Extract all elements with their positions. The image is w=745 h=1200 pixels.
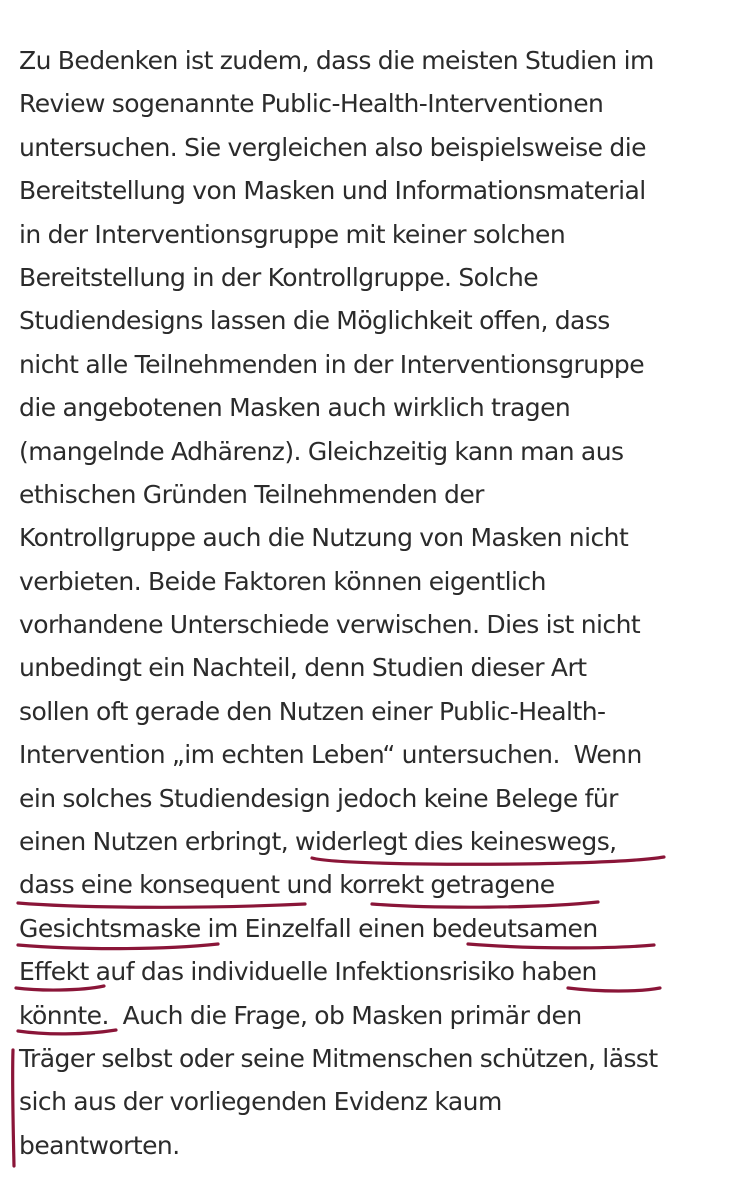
text-line: Review sogenannte Public-Health-Interventionen bbox=[19, 89, 604, 119]
text-line: Bereitstellung von Masken und Informationsmaterial bbox=[19, 176, 646, 206]
text-line: Gesichtsmaske im Einzelfall einen bedeutsamen bbox=[19, 913, 598, 943]
margin-bar-mark bbox=[13, 1050, 14, 1166]
text-line: einen Nutzen erbringt, widerlegt dies keineswegs, bbox=[19, 827, 617, 857]
text-line: dass eine konsequent und korrekt getragene bbox=[19, 870, 555, 900]
text-line: ein solches Studiendesign jedoch keine Belege für bbox=[19, 783, 618, 813]
text-line: Studiendesigns lassen die Möglichkeit offen, dass bbox=[19, 306, 610, 336]
text-line: (mangelnde Adhärenz). Gleichzeitig kann man aus bbox=[19, 436, 624, 466]
text-line: unbedingt ein Nachteil, denn Studien dieser Art bbox=[19, 653, 587, 683]
text-line: Zu Bedenken ist zudem, dass die meisten Studien im bbox=[19, 46, 654, 75]
text-line: Kontrollgruppe auch die Nutzung von Masken nicht bbox=[19, 523, 629, 553]
text-line: die angebotenen Masken auch wirklich tragen bbox=[19, 393, 571, 423]
text-line: in der Interventionsgruppe mit keiner solchen bbox=[19, 219, 566, 249]
text-line: sollen oft gerade den Nutzen einer Public-Health- bbox=[19, 696, 606, 726]
text-line: Intervention „im echten Leben“ untersuchen. Wenn bbox=[19, 740, 642, 770]
text-line: sich aus der vorliegenden Evidenz kaum bbox=[19, 1087, 502, 1117]
article-paragraph bbox=[19, 39, 739, 1167]
text-line: beantworten. bbox=[19, 1130, 180, 1160]
text-line: Effekt auf das individuelle Infektionsrisiko haben bbox=[19, 957, 597, 987]
text-line: verbieten. Beide Faktoren können eigentlich bbox=[19, 566, 546, 596]
text-line: untersuchen. Sie vergleichen also beispielsweise die bbox=[19, 132, 646, 162]
text-line: nicht alle Teilnehmenden in der Interventionsgruppe bbox=[19, 349, 645, 379]
text-line: Träger selbst oder seine Mitmenschen schützen, lässt bbox=[19, 1043, 658, 1073]
text-line: Bereitstellung in der Kontrollgruppe. Solche bbox=[19, 262, 539, 292]
text-line: vorhandene Unterschiede verwischen. Dies ist nicht bbox=[19, 610, 641, 640]
text-line: könnte. Auch die Frage, ob Masken primär den bbox=[19, 1000, 582, 1030]
text-line: ethischen Gründen Teilnehmenden der bbox=[19, 479, 484, 509]
